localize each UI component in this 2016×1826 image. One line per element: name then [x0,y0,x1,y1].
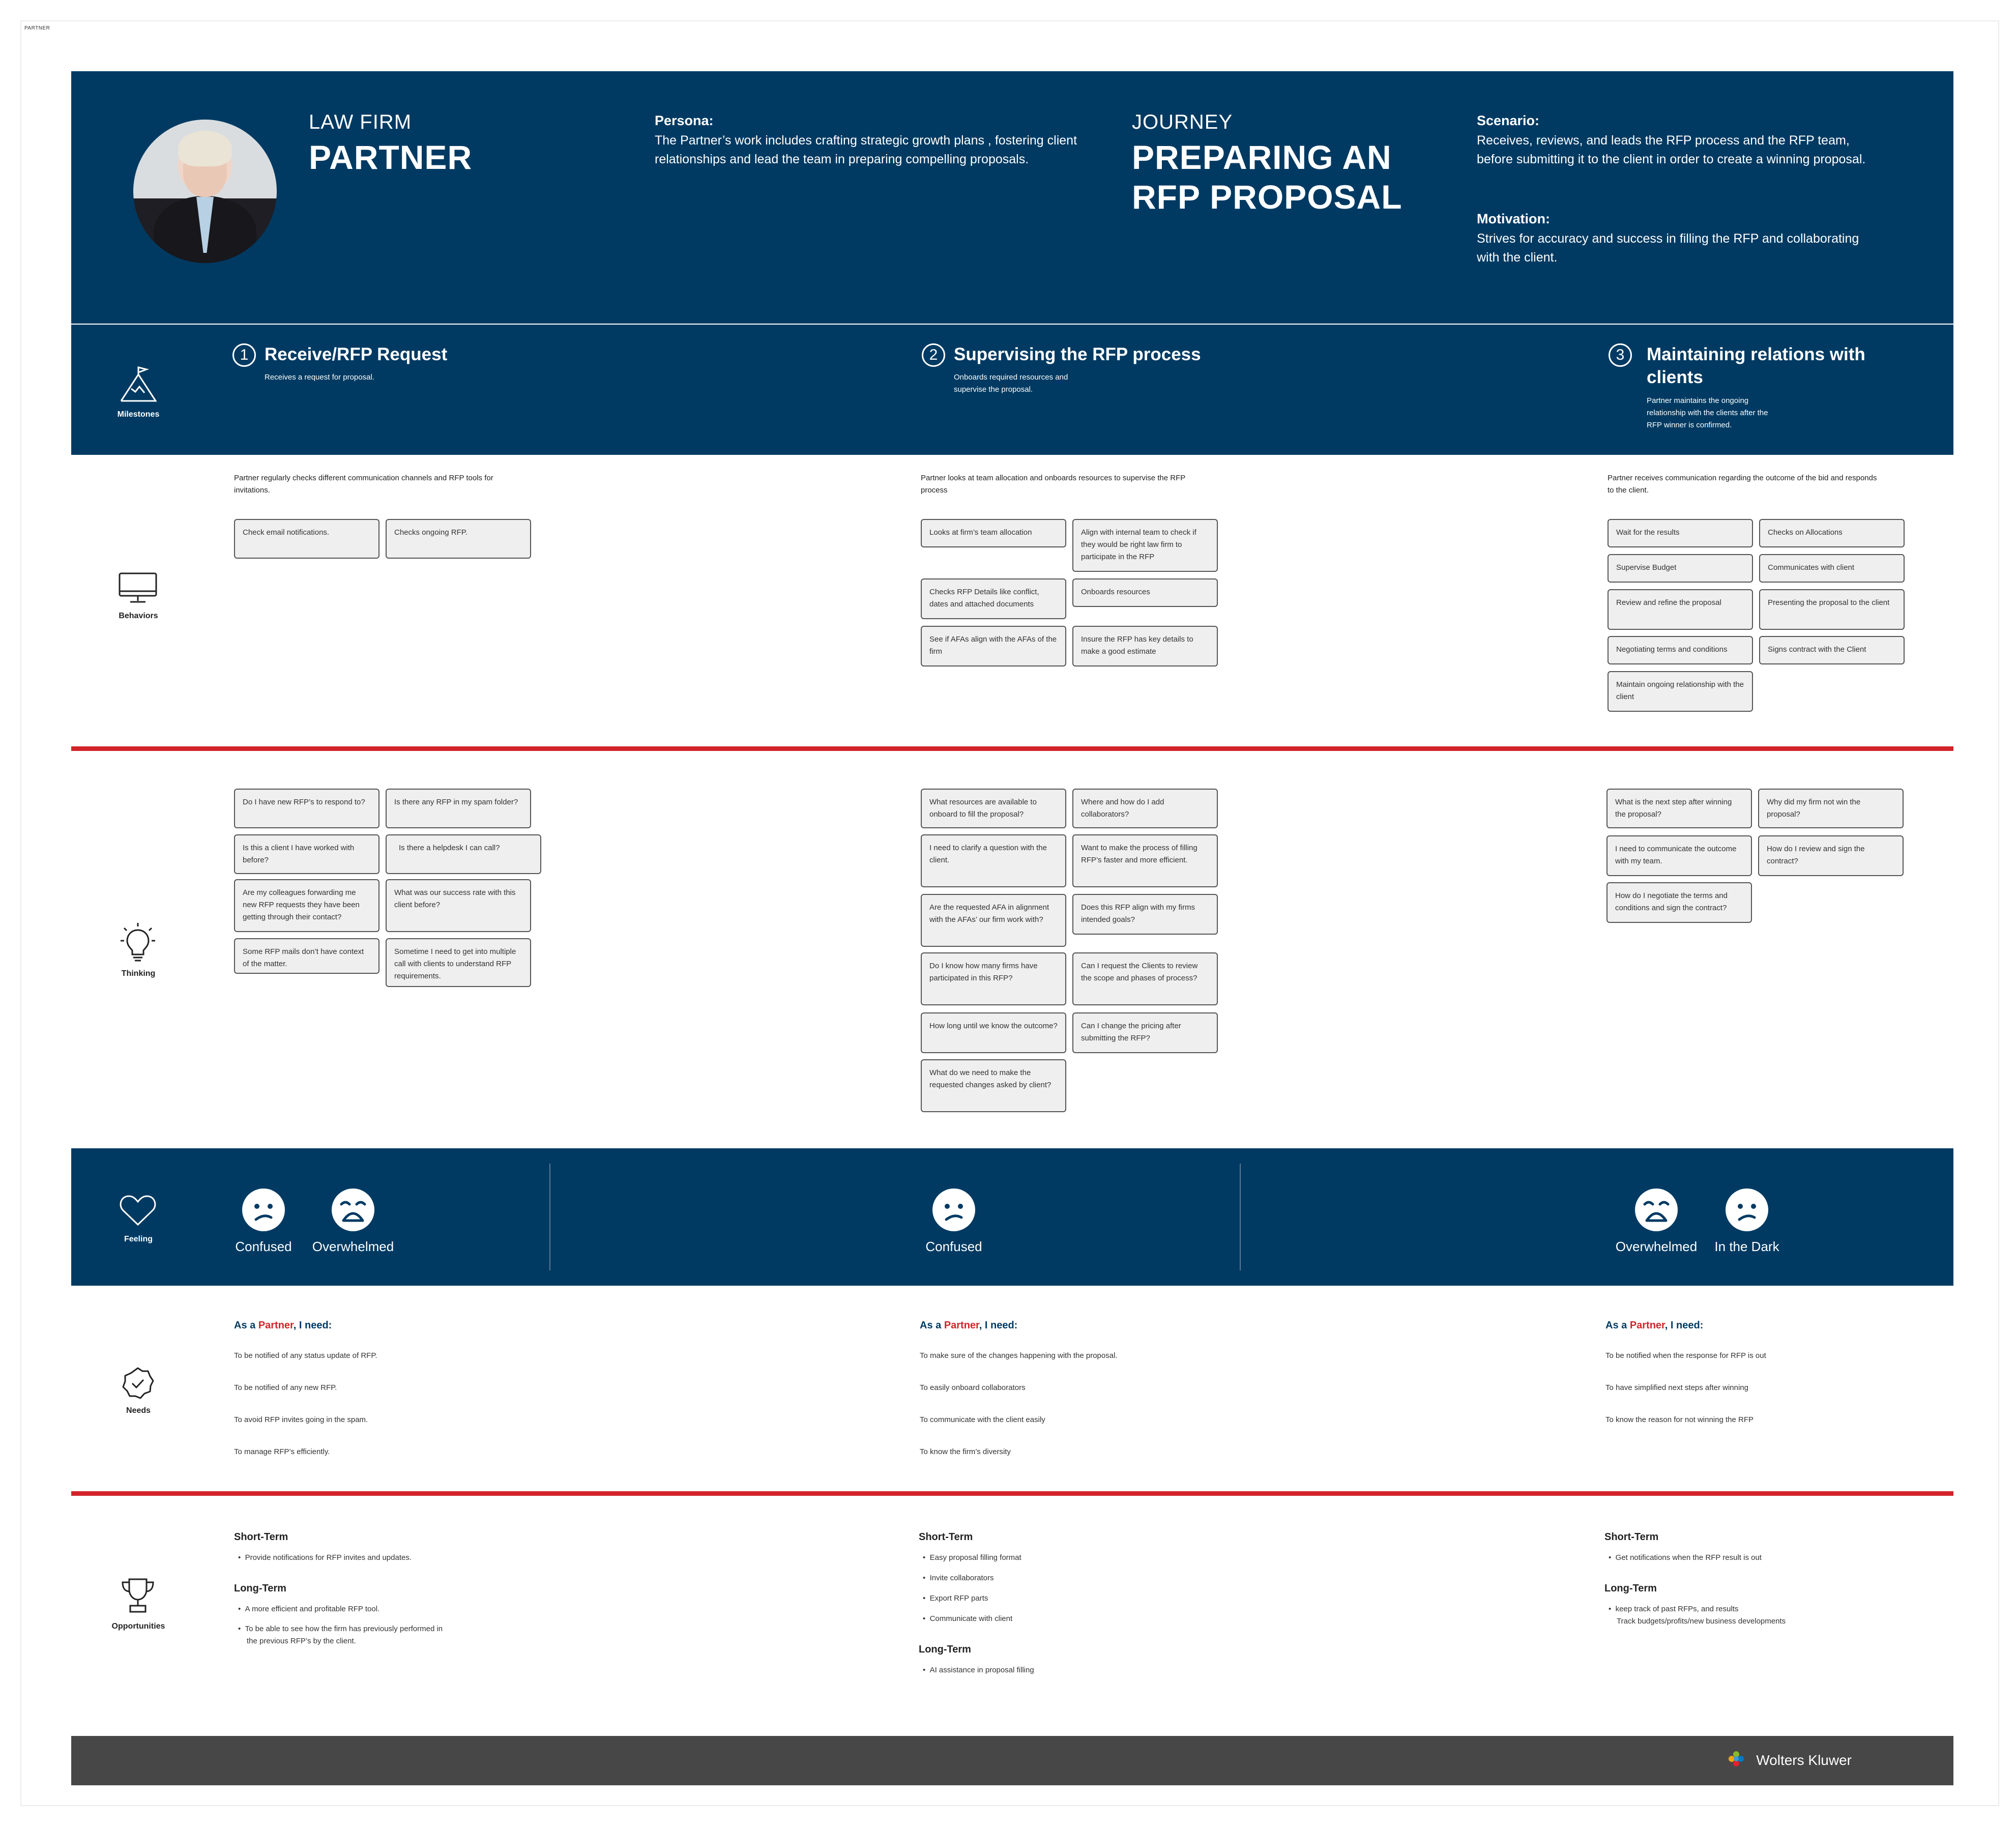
milestone-3-sub-1: Partner maintains the ongoing [1647,396,1749,405]
opportunity-bullet: • keep track of past RFPs, and results [1609,1605,1739,1613]
milestone-2-number: 2 [922,343,945,367]
needs-suffix: , I need: [293,1320,332,1331]
milestone-3-title-1: Maintaining relations with [1647,344,1865,364]
milestone-3-sub-3: RFP winner is confirmed. [1647,421,1732,429]
feeling-label: Confused [925,1239,982,1254]
milestone-1-sub: Receives a request for proposal. [265,373,374,382]
need-item: To communicate with the client easily [920,1415,1045,1424]
journey-small: JOURNEY [1132,111,1233,133]
needs-heading [920,1320,1017,1331]
role-title: PARTNER [309,138,473,176]
row-label-thinking: Thinking [121,969,156,978]
overwhelmed-face-icon [1634,1188,1678,1232]
opportunity-bullet: • To be able to see how the firm has previously performed in [238,1625,443,1633]
behavior-card: Align with internal team to check if they would be right law firm to participate in the RFP [1072,519,1218,572]
confused-face-icon [932,1188,976,1232]
thought-card: Want to make the process of filling RFP’s faster and more efficient. [1072,834,1218,887]
need-item: To have simplified next steps after winning [1605,1383,1748,1392]
thought-card: Are my colleagues forwarding me new RFP requests they have been getting through their contact? [234,879,379,932]
behaviors-intro-2a: Partner looks at team allocation and onboards resources to supervise the RFP [921,474,1186,482]
overwhelmed-face-icon [331,1188,375,1232]
feeling-label: Confused [235,1239,292,1254]
section-divider [71,1491,1953,1496]
thought-card: Do I know how many firms have participated in this RFP? [921,952,1066,1005]
motivation-text-1: Strives for accuracy and success in filling the RFP and collaborating [1477,231,1859,246]
motivation-label: Motivation: [1477,211,1550,226]
thought-card: Do I have new RFP’s to respond to? [234,789,379,828]
behavior-card: Negotiating terms and conditions [1608,636,1753,664]
scenario-text-2: before submitting it to the client in order to create a winning proposal. [1477,152,1866,166]
short-term-heading: Short-Term [1604,1531,1659,1543]
behaviors-intro-3a: Partner receives communication regarding the outcome of the bid and responds [1608,474,1877,482]
heart-icon [119,1194,157,1227]
brand-name: Wolters Kluwer [1756,1752,1852,1768]
long-term-heading: Long-Term [1604,1583,1657,1594]
thought-card: Can I change the pricing after submitting the RFP? [1072,1012,1218,1053]
opportunity-bullet-cont: Track budgets/profits/new business developments [1617,1617,1786,1626]
thought-card: Does this RFP align with my firms intended goals? [1072,894,1218,935]
thought-card: Some RFP mails don’t have context of the matter. [234,938,379,974]
thought-card: How long until we know the outcome? [921,1012,1066,1053]
milestone-1-number: 1 [232,343,256,367]
need-item: To know the reason for not winning the RFP [1605,1415,1754,1424]
behavior-card: Looks at firm’s team allocation [921,519,1066,547]
frame-label: PARTNER [24,25,50,31]
opportunity-bullet: • A more efficient and profitable RFP tool. [238,1605,380,1613]
milestone-3-sub-2: relationship with the clients after the [1647,409,1768,417]
persona-text-1: The Partner’s work includes crafting strategic growth plans , fostering client [655,133,1077,148]
needs-suffix: , I need: [979,1320,1018,1331]
persona-label: Persona: [655,113,714,128]
persona-text-2: relationships and lead the team in preparing compelling proposals. [655,152,1029,166]
feeling-label: In the Dark [1714,1239,1779,1254]
need-item: To easily onboard collaborators [920,1383,1026,1392]
needs-prefix: As a [1605,1320,1627,1331]
thought-card: What was our success rate with this client before? [386,879,531,932]
column-separator [1240,1164,1241,1270]
behavior-card: Communicates with client [1759,554,1905,583]
needs-role: Partner [258,1320,294,1331]
behavior-card: Check email notifications. [234,519,379,559]
behavior-card: Review and refine the proposal [1608,589,1753,630]
long-term-heading: Long-Term [234,1583,286,1594]
feeling-label: Overwhelmed [1615,1239,1698,1254]
need-item: To be notified of any new RFP. [234,1383,337,1392]
badge-check-icon [121,1367,155,1400]
feeling-label: Overwhelmed [312,1239,394,1254]
need-item: To be notified of any status update of RFP. [234,1351,377,1360]
thought-card: How do I negotiate the terms and conditions and sign the contract? [1606,882,1752,923]
behavior-card: Presenting the proposal to the client [1759,589,1905,630]
thought-card: Is this a client I have worked with before? [234,834,379,874]
need-item: To know the firm’s diversity [920,1447,1011,1456]
behaviors-intro-3b: to the client. [1608,486,1649,495]
thought-card: Where and how do I add collaborators? [1072,789,1218,828]
behavior-card: Signs contract with the Client [1759,636,1905,664]
row-label-opportunities: Opportunities [111,1622,165,1631]
needs-heading [234,1320,332,1331]
need-item: To make sure of the changes happening with the proposal. [920,1351,1118,1360]
opportunity-bullet: • AI assistance in proposal filling [923,1666,1034,1674]
thought-card: What resources are available to onboard to fill the proposal? [921,789,1066,828]
milestone-2-title: Supervising the RFP process [954,344,1201,364]
scenario-text-1: Receives, reviews, and leads the RFP process and the RFP team, [1477,133,1850,148]
behaviors-intro-1a: Partner regularly checks different communication channels and RFP tools for [234,474,493,482]
behavior-card: Maintain ongoing relationship with the client [1608,671,1753,712]
persona-avatar [133,120,277,263]
behavior-card: Checks on Allocations [1759,519,1905,547]
need-item: To avoid RFP invites going in the spam. [234,1415,368,1424]
milestone-2-sub-1: Onboards required resources and [954,373,1068,382]
opportunity-bullet: • Get notifications when the RFP result is out [1609,1553,1762,1562]
long-term-heading: Long-Term [919,1644,971,1655]
thought-card: Can I request the Clients to review the scope and phases of process? [1072,952,1218,1005]
milestones-band [71,325,1953,455]
needs-heading [1605,1320,1703,1331]
scenario-label: Scenario: [1477,113,1540,128]
column-separator [549,1164,550,1270]
short-term-heading: Short-Term [234,1531,288,1543]
thought-card: How do I review and sign the contract? [1758,835,1904,876]
mountain-flag-icon [119,366,158,403]
trophy-icon [120,1577,156,1614]
milestone-2-sub-2: supervise the proposal. [954,385,1033,394]
wolters-kluwer-logo-icon [1728,1750,1745,1767]
behavior-card: Supervise Budget [1608,554,1753,583]
opportunity-bullet: • Easy proposal filling format [923,1553,1021,1562]
behavior-card: Checks RFP Details like conflict, dates and attached documents [921,578,1066,619]
footer-bar [71,1736,1953,1785]
journey-title-2: RFP PROPOSAL [1132,178,1403,216]
behavior-card: Insure the RFP has key details to make a good estimate [1072,626,1218,666]
row-label-feeling: Feeling [124,1235,153,1243]
thought-card: Is there any RFP in my spam folder? [386,789,531,828]
row-label-needs: Needs [126,1406,151,1415]
milestone-3-number: 3 [1609,343,1632,367]
behaviors-intro-1b: invitations. [234,486,270,495]
role-small: LAW FIRM [309,111,412,133]
need-item: To manage RFP’s efficiently. [234,1447,330,1456]
motivation-text-2: with the client. [1477,250,1558,265]
opportunity-bullet-cont: the previous RFP’s by the client. [247,1637,356,1645]
need-item: To be notified when the response for RFP is out [1605,1351,1766,1360]
monitor-icon [118,572,158,603]
opportunity-bullet: • Invite collaborators [923,1574,994,1582]
behavior-card: Checks ongoing RFP. [386,519,531,559]
needs-prefix: As a [234,1320,256,1331]
row-label-behaviors: Behaviors [119,612,158,620]
thought-card: Sometime I need to get into multiple call with clients to understand RFP requirements. [386,938,531,987]
behavior-card: Onboards resources [1072,578,1218,607]
thought-card: Are the requested AFA in alignment with the AFAs’ our firm work with? [921,894,1066,947]
thought-card: What do we need to make the requested changes asked by client? [921,1059,1066,1112]
thought-card: I need to communicate the outcome with my team. [1606,835,1752,876]
milestone-3-title-2: clients [1647,367,1703,387]
thought-card: Why did my firm not win the proposal? [1758,789,1904,828]
thought-card: What is the next step after winning the proposal? [1606,789,1752,828]
lightbulb-icon [120,922,156,963]
in-the-dark-face-icon [1725,1188,1769,1232]
section-divider [71,746,1953,751]
behavior-card: Wait for the results [1608,519,1753,547]
opportunity-bullet: • Provide notifications for RFP invites and updates. [238,1553,412,1562]
thought-card: I need to clarify a question with the client. [921,834,1066,887]
needs-suffix: , I need: [1664,1320,1704,1331]
header-banner [71,71,1953,325]
opportunity-bullet: • Communicate with client [923,1614,1013,1623]
behavior-card: See if AFAs align with the AFAs of the firm [921,626,1066,666]
milestone-1-title: Receive/RFP Request [265,344,448,364]
journey-title-1: PREPARING AN [1132,138,1392,176]
needs-role: Partner [944,1320,979,1331]
opportunity-bullet: • Export RFP parts [923,1594,988,1603]
behaviors-intro-2b: process [921,486,948,495]
needs-prefix: As a [920,1320,942,1331]
needs-role: Partner [1629,1320,1665,1331]
thought-card: Is there a helpdesk I can call? [386,834,541,874]
short-term-heading: Short-Term [919,1531,973,1543]
confused-face-icon [242,1188,285,1232]
feeling-band [71,1148,1953,1286]
row-label-milestones: Milestones [117,410,160,419]
